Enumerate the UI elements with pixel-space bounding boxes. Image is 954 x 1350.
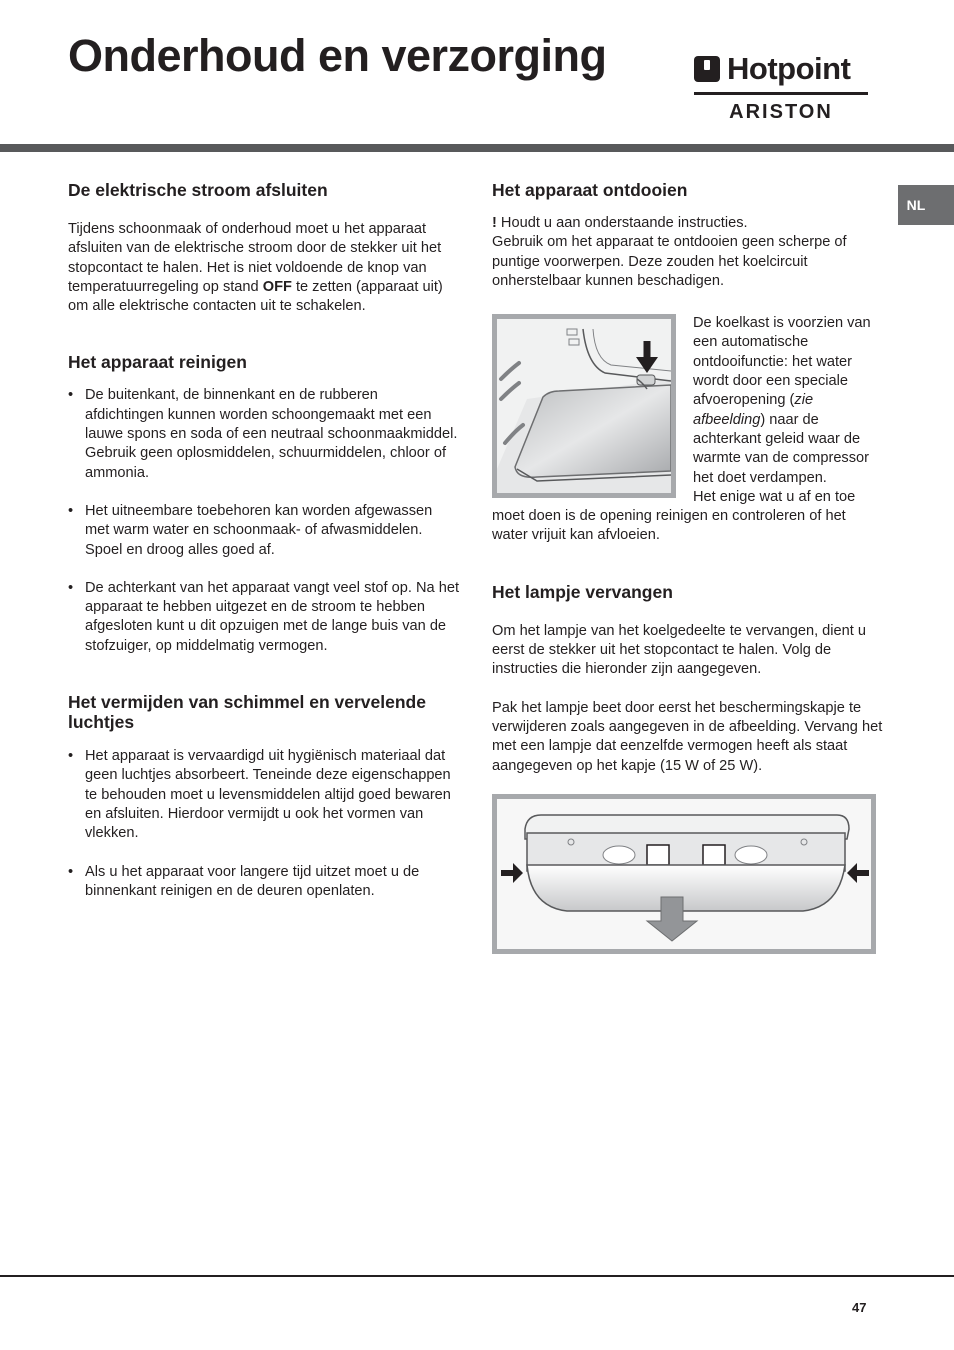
section-heading-cleaning: Het apparaat reinigen <box>68 352 247 373</box>
power-text-a: Tijdens schoonmaak of onderhoud moet u het apparaat afsluiten van de elektrische stroom door de stekker uit het stopcontact te halen. Het is niet voldoende de knop van temperatuurregeling op stand <box>68 221 442 295</box>
warning-text-2: Gebruik om het apparaat te ontdooien geen scherpe of puntige voorwerpen. Deze zouden het koelcircuit onherstelbaar kunnen beschadigen. <box>492 234 847 289</box>
right-column <box>492 180 884 954</box>
page-title: Onderhoud en verzorging <box>68 30 607 81</box>
lamp-paragraph-2: Pak het lampje beet door eerst het beschermingskapje te verwijderen zoals aangegeven in de afbeelding. Vervang het met een lampje dat eenzelfde vermogen heeft als staat aangegeven op het kapje (15 W of 25 W). <box>492 699 883 774</box>
left-column <box>68 180 460 901</box>
section-heading-defrost: Het apparaat ontdooien <box>492 180 688 200</box>
cleaning-list <box>68 386 460 656</box>
list-item: • De buitenkant, de binnenkant en de rubberen afdichtingen kunnen worden schoongemaakt met een lauwe spons en soda of een neutraal schoonmaakmiddel. Gebruik geen oplosmiddelen, schuurmiddelen, chloor of ammonia. <box>68 386 460 482</box>
list-item: • Als u het apparaat voor langere tijd uitzet moet u de binnenkant reinigen en de deuren openlaten. <box>68 863 460 902</box>
header-rule <box>0 144 954 152</box>
list-item: • Het apparaat is vervaardigd uit hygiënisch materiaal dat geen luchtjes absorbeert. Teneinde deze eigenschappen te behouden moet u levensmiddelen altijd goed bewaren en afsluiten. Hierdoor vermijdt u ook het vormen van vlekken. <box>68 747 460 843</box>
defrost-text-b: ) naar de achterkant geleid waar de warmte van de compressor het doet verdampen. <box>693 411 870 486</box>
fridge-interior-illustration <box>497 319 671 493</box>
off-label: OFF <box>262 278 292 295</box>
lamp-paragraph-1: Om het lampje van het koelgedeelte te vervangen, dient u eerst de stekker uit het stopcontact te halen. Volg de instructies die hieronder zijn aangegeven. <box>492 622 867 678</box>
defrost-wrap <box>492 314 884 546</box>
mould-list <box>68 747 460 901</box>
warning-mark: ! <box>492 215 497 231</box>
page-number: 47 <box>852 1300 867 1315</box>
brand-name: Hotpoint <box>727 51 851 86</box>
list-item: • De achterkant van het apparaat vangt veel stof op. Na het apparaat te hebben uitgezet en de stroom te hebben afgesloten kunt u dit opzuigen met de lange buis van de stofzuiger, op middelmatig vermogen. <box>68 579 460 656</box>
defrost-warning <box>492 214 884 291</box>
warning-text: Houdt u aan onderstaande instructies. <box>496 215 748 231</box>
power-text-b: te zetten (apparaat uit) om alle elektrische contacten uit te schakelen. <box>68 278 443 315</box>
lamp-cover-illustration <box>497 799 871 949</box>
hotpoint-logo-icon <box>694 56 720 82</box>
brand-logo <box>694 52 868 126</box>
section-heading-power: De elektrische stroom afsluiten <box>68 180 328 200</box>
list-item: • Het uitneembare toebehoren kan worden afgewassen met warm water en schoonmaak- of afwasmiddelen. Spoel en droog alles goed af. <box>68 502 460 560</box>
defrost-text-c: Het enige wat u af en toe moet doen is de opening reinigen en controleren of het water vrijuit kan afvloeien. <box>492 488 856 544</box>
section-heading-lamp: Het lampje vervangen <box>492 581 673 602</box>
power-paragraph <box>68 220 460 316</box>
section-heading-mould: Het vermijden van schimmel en vervelende luchtjes <box>68 692 426 733</box>
defrost-text-a: De koelkast is voorzien van een automatische ontdooifunctie: het water wordt door een speciale afvoeropening ( <box>693 315 871 409</box>
defrost-drain-figure <box>492 314 676 498</box>
brand-sub: ARISTON <box>729 101 833 123</box>
logo-divider <box>694 92 868 95</box>
footer-rule <box>0 1275 954 1277</box>
see-figure-note: zie afbeelding <box>693 392 814 428</box>
language-tab: NL <box>898 185 954 225</box>
lamp-cover-figure <box>492 794 876 954</box>
